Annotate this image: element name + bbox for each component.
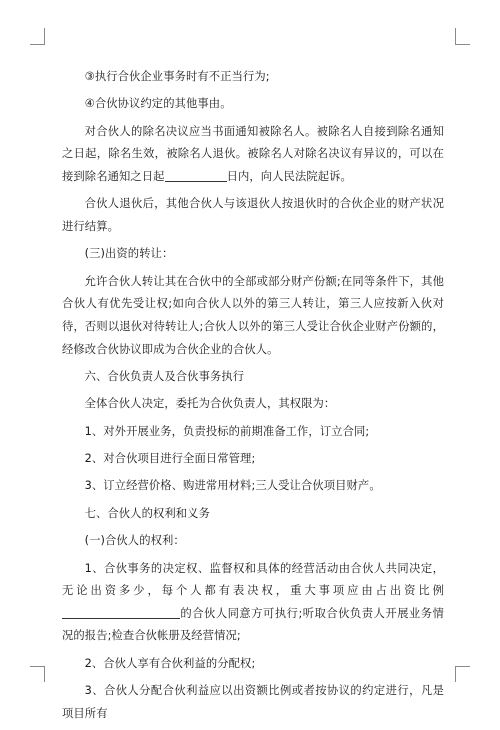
document-body bbox=[62, 66, 444, 730]
list-item-right-1 bbox=[62, 558, 444, 648]
paragraph-text: 全体合伙人决定，委托为合伙负责人，其权限为： bbox=[84, 397, 336, 411]
paragraph-text: 2、合伙人享有合伙利益的分配权; bbox=[84, 656, 256, 670]
paragraph-text: ③执行合伙企业事务时有不正当行为; bbox=[84, 70, 270, 83]
paragraph-text: 3、合伙人分配合伙利益应以出资额比例或者按协议的约定进行，凡是项目所有 bbox=[62, 684, 444, 720]
paragraph-transfer-rules bbox=[62, 271, 444, 361]
heading-text: 六、合伙负责人及合伙事务执行 bbox=[84, 369, 245, 383]
list-item-authority-1 bbox=[62, 421, 444, 444]
paragraph-text: 3、订立经营价格、购进常用材料;三人受让合伙项目财产。 bbox=[84, 479, 381, 493]
paragraph-text: 日内，向人民法院起诉。 bbox=[226, 169, 352, 183]
paragraph-text: 合伙人退伙后，其他合伙人与该退伙人按退伙时的合伙企业的财产状况进行结算。 bbox=[62, 197, 444, 233]
paragraph-text: 对合伙人的除名决议应当书面通知被除名人。被除名人自接到除名通知之日起，除名生效，被除名人退伙。被除名人对除名决议有异议的，可以在接到除名通知之日起 bbox=[62, 124, 444, 183]
list-item-authority-2 bbox=[62, 448, 444, 471]
paragraph-other-causes bbox=[62, 93, 444, 116]
paragraph-delegation bbox=[62, 393, 444, 416]
section-heading-transfer bbox=[62, 243, 444, 266]
paragraph-text: 允许合伙人转让其在合伙中的全部或部分财产份额;在同等条件下，其他合伙人有优先受让权;如向合伙人以外的第三人转让，第三人应按新入伙对待，否则以退伙对待转让人;合伙人以外的第三人受让合伙企业财产份额的，经修改合伙协议即成为合伙企业的合伙人。 bbox=[62, 274, 444, 356]
paragraph-misconduct bbox=[62, 66, 444, 89]
list-item-authority-3 bbox=[62, 475, 444, 498]
fill-in-blank-days bbox=[165, 167, 227, 182]
heading-text: (一)合伙人的权利： bbox=[84, 534, 185, 548]
fill-in-blank-ratio bbox=[62, 604, 180, 619]
paragraph-expulsion-notice bbox=[62, 121, 444, 189]
list-item-right-3 bbox=[62, 680, 444, 725]
heading-text: (三)出资的转让： bbox=[84, 247, 174, 261]
paragraph-text: ④合伙协议约定的其他事由。 bbox=[84, 97, 232, 111]
paragraph-text: 的合伙人同意方可执行;听取合伙负责人开展业务情况的报告;检查合伙帐册及经营情况; bbox=[62, 606, 444, 643]
paragraph-settlement bbox=[62, 193, 444, 238]
list-item-right-2 bbox=[62, 653, 444, 676]
paragraph-text: 1、合伙事务的决定权、监督权和具体的经营活动由合伙人共同决定，无论出资多少，每个人都有表决权，重大事项应由占出资比例 bbox=[62, 561, 444, 598]
section-heading-management bbox=[62, 366, 444, 389]
paragraph-text: 1、对外开展业务，负责投标的前期准备工作，订立合同; bbox=[84, 424, 370, 438]
paragraph-text: 2、对合伙项目进行全面日常管理; bbox=[84, 452, 256, 466]
heading-text: 七、合伙人的权利和义务 bbox=[84, 506, 210, 520]
subheading-rights bbox=[62, 530, 444, 553]
section-heading-rights-duties bbox=[62, 503, 444, 526]
